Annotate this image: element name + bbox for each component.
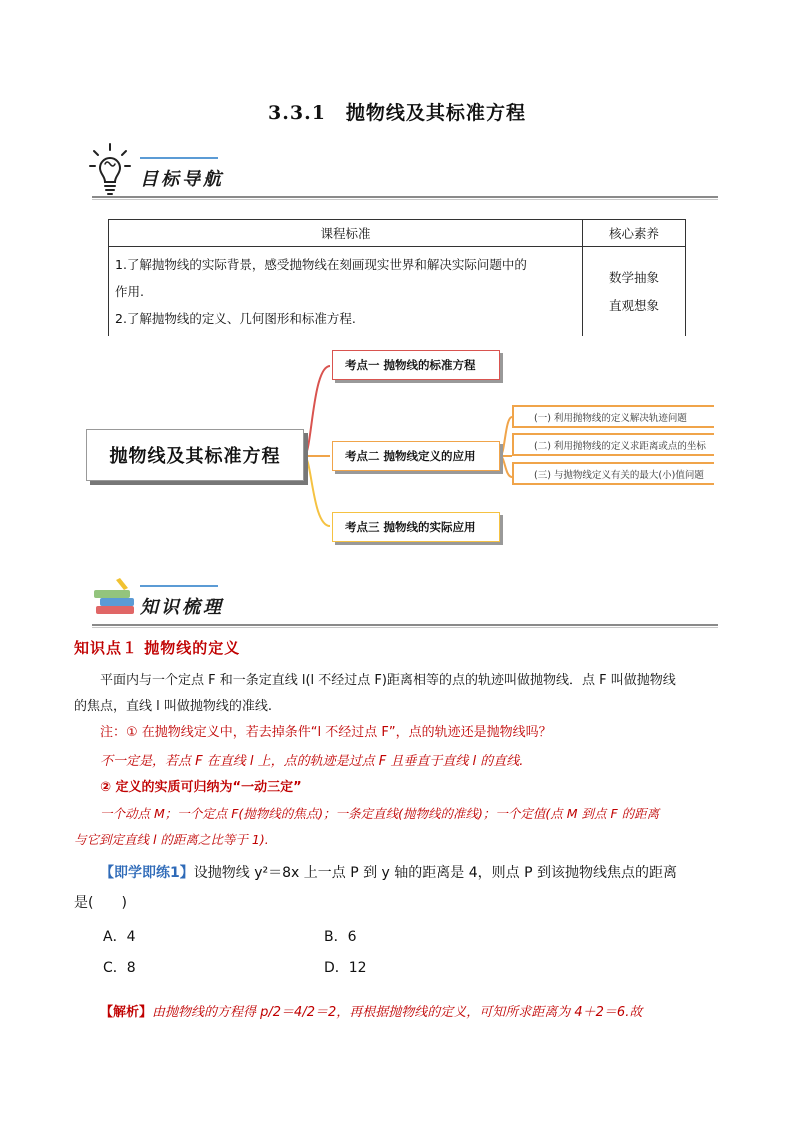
section-header-goal [0,140,794,200]
exercise-line-1 [74,860,724,886]
mindmap-sub-3-label: (三) 与抛物线定义有关的最大(小)值问题 [534,469,704,481]
mindmap-sub-1-label: (一) 利用抛物线的定义解决轨迹问题 [534,412,687,424]
mindmap-root: 抛物线及其标准方程 [86,429,304,481]
option-d: D．12 [324,960,367,976]
standard-content-cell [109,247,583,337]
mindmap-sub-2-label: (二) 利用抛物线的定义求距离或点的坐标 [534,440,706,452]
mindmap-branch-3-label: 考点三 抛物线的实际应用 [345,520,476,534]
standard-line-2: 作用. [115,284,144,299]
mindmap-branch-3 [332,512,500,542]
exercise-line-2: 是( ) [74,895,127,911]
definition-line-1: 平面内与一个定点 F 和一条定直线 l(l 不经过点 F)距离相等的点的轨迹叫做抛物线．点 F 叫做抛物线 [100,673,676,688]
section-label-knowledge: 知识梳理 [140,597,224,618]
option-a: A．4 [103,929,136,945]
core-item-1: 数学抽象 [608,269,659,285]
mindmap-branch-1-label: 考点一 抛物线的标准方程 [345,358,476,372]
standards-table [108,219,686,336]
knowledge-point-heading: 知识点１ 抛物线的定义 [74,639,241,657]
definition-line-2: 的焦点，直线 l 叫做抛物线的准线. [74,699,273,714]
option-b: B．6 [324,929,357,945]
books-icon [92,576,140,622]
page-title: 3.3.1 抛物线及其标准方程 [268,102,526,124]
standard-line-3: 2.了解抛物线的定义、几何图形和标准方程. [115,311,356,326]
section-header-knowledge [0,568,794,628]
solution-line [74,1000,724,1026]
solution-text: 由抛物线的方程得 p/2＝4/2＝2，再根据抛物线的定义，可知所求距离为 4＋2＝6.故 [152,1005,643,1020]
lightbulb-icon [88,142,132,200]
note-detail-line-2: 与它到定直线 l 的距离之比等于 1). [74,832,269,847]
exercise-question-1: 设抛物线 y²＝8x 上一点 P 到 y 轴的距离是 4，则点 P 到该抛物线焦点的距离 [193,865,677,881]
section-label-goal: 目标导航 [140,169,224,190]
solution-tag: 【解析】 [100,1005,153,1020]
note-question: 注：① 在抛物线定义中，若去掉条件“l 不经过点 F”，点的轨迹还是抛物线吗？ [100,725,552,740]
note-essence: ② 定义的实质可归纳为“一动三定” [100,780,302,795]
mindmap-branch-2 [332,441,500,471]
mindmap-sub-1 [512,405,714,428]
note-answer: 不一定是，若点 F 在直线 l 上，点的轨迹是过点 F 且垂直于直线 l 的直线. [100,754,524,769]
mindmap-sub-3 [512,462,714,485]
mindmap-branch-2-label: 考点二 抛物线定义的应用 [345,449,476,463]
mindmap-branch-1 [332,350,500,380]
core-item-2: 直观想象 [608,297,659,313]
table-header-core: 核心素养 [583,220,686,247]
core-cell [583,247,686,337]
mindmap-sub-2 [512,433,714,456]
standard-line-1: 1.了解抛物线的实际背景，感受抛物线在刻画现实世界和解决实际问题中的 [115,257,527,272]
note-detail-line-1: 一个动点 M；一个定点 F(抛物线的焦点)；一条定直线(抛物线的准线)；一个定值(点 M 到点 F 的距离 [100,806,660,821]
exercise-tag: 【即学即练1】 [100,865,194,881]
table-header-standard: 课程标准 [109,220,583,247]
option-c: C．8 [103,960,136,976]
